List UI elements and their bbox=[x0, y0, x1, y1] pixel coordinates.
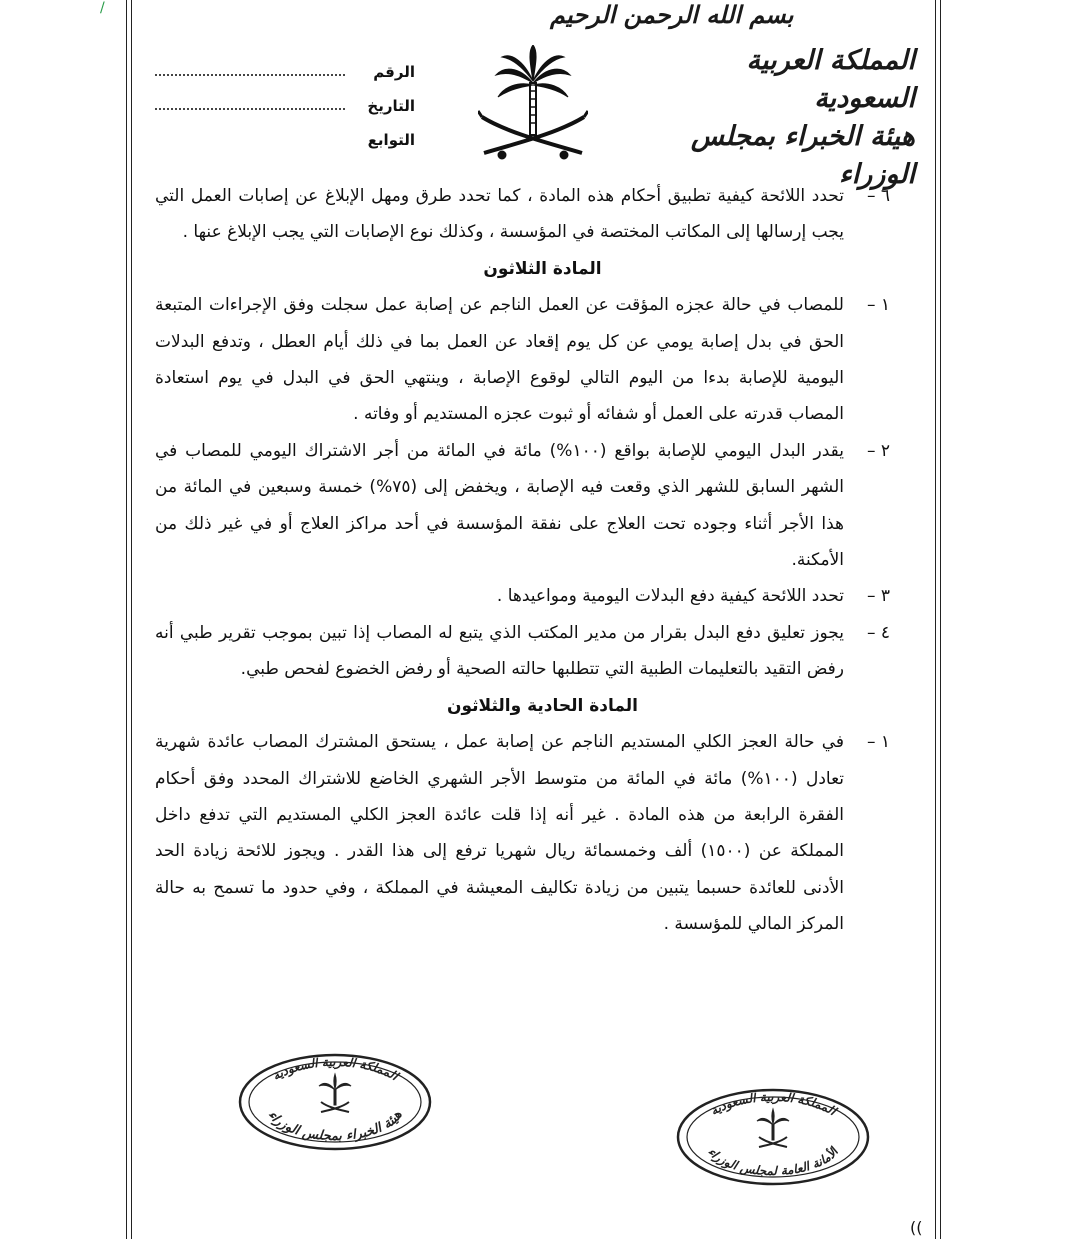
seal-right-top-text: المملكة العربية السعودية bbox=[707, 1089, 839, 1119]
clause-text: في حالة العجز الكلي المستديم الناجم عن إصابة عمل ، يستحق المشترك المصاب عائدة شهرية تعادل (١٠٠%) مائة في المائة من متوسط الأجر الشهري الخاضع للاشتراك المحدد وفق أحكام الفقرة الرابعة من هذه المادة . غير أنه إذا قلت عائدة العجز الكلي المستديم التي تدفع داخل المملكة عن (١٥٠٠) ألف وخمسمائة ريال شهريا ترفع إلى هذا القدر . ويجوز للائحة زيادة الحد الأدنى للعائدة حسبما يتبين من زيادة تكاليف المعيشة في المملكة ، وفي حدود ما تسمح به حالة المركز المالي للمؤسسة . bbox=[155, 732, 845, 935]
seal-right-bottom-text: الأمانة العامة لمجلس الوزراء bbox=[705, 1145, 841, 1179]
ref-row-date bbox=[155, 89, 415, 123]
page-border-right bbox=[935, 0, 941, 1239]
clause-number: ٦ – bbox=[866, 186, 890, 206]
clause-number: ١ – bbox=[866, 732, 890, 753]
ref-line-date bbox=[155, 108, 345, 110]
clause-text: تحدد اللائحة كيفية دفع البدلات اليومية ومواعيدها . bbox=[496, 586, 844, 607]
clause-number: ٢ – bbox=[866, 440, 890, 461]
letterhead bbox=[675, 42, 915, 194]
clause-number: ٤ – bbox=[866, 622, 890, 643]
basmala: بسم الله الرحمن الرحيم bbox=[550, 0, 794, 29]
clause-number: ١ – bbox=[866, 295, 890, 316]
letterhead-country: المملكة العربية السعودية bbox=[746, 45, 915, 114]
svg-text:الأمانة العامة لمجلس الوزراء bbox=[705, 1144, 842, 1178]
palm-swords-emblem-icon bbox=[478, 45, 588, 165]
clause-4-art30 bbox=[155, 615, 890, 688]
clause-text: يقدر البدل اليومي للإصابة بواقع (١٠٠%) مائة في المائة من أجر الاشتراك اليومي للمصاب في الشهر السابق للشهر الذي وقعت فيه الإصابة ، ويخفض إلى (٧٥%) خمسة وسبعين في المائة من هذا الأجر أثناء وجوده تحت العلاج على نفقة المؤسسة في أحد مراكز العلاج أو في غير ذلك من الأمكنة. bbox=[155, 440, 844, 571]
page-footer-mark: (( bbox=[910, 1218, 923, 1237]
ref-label-number: الرقم bbox=[373, 63, 415, 81]
ref-row-attachments bbox=[155, 123, 415, 157]
clause-text: للمصاب في حالة عجزه المؤقت عن العمل الناجم عن إصابة عمل سجلت وفق الإجراءات المتبعة الحق في بدل إصابة يومي عن كل يوم إقعاد عن العمل بما في ذلك أيام العطل ، وتدفع البدلات اليومية للإصابة بدءا من اليوم التالي لوقوع الإصابة ، وينتهي الحق في البدل في يوم استعادة المصاب قدرته على العمل أو شفائه أو ثبوت عجزه المستديم أو وفاته . bbox=[155, 295, 844, 425]
clause-2-art30 bbox=[155, 433, 890, 579]
clause-text: يجوز تعليق دفع البدل بقرار من مدير المكتب الذي يتبع له المصاب إذا تبين بموجب تقرير طبي أنه رفض التقيد بالتعليمات الطبية التي تتطلبها حالته الصحية أو رفض الخضوع لفحص طبي. bbox=[155, 622, 844, 680]
seal-left-bottom-text: هيئة الخبراء بمجلس الوزراء bbox=[264, 1108, 406, 1145]
article-31-heading: المادة الحادية والثلاثون bbox=[446, 695, 639, 716]
page-border-left bbox=[126, 0, 132, 1239]
cabinet-secretariat-seal-icon bbox=[675, 1087, 871, 1187]
svg-text:هيئة الخبراء بمجلس الوزراء bbox=[265, 1108, 406, 1144]
seal-left-top-text: المملكة العربية السعودية bbox=[269, 1054, 401, 1084]
clause-1-art31 bbox=[155, 724, 890, 942]
experts-commission-seal-icon bbox=[237, 1052, 433, 1152]
corner-mark: / bbox=[100, 0, 105, 16]
clause-3-art30 bbox=[155, 578, 890, 614]
letterhead-authority: هيئة الخبراء بمجلس الوزراء bbox=[690, 121, 915, 190]
clause-number: ٣ – bbox=[866, 586, 890, 607]
article-30-heading: المادة الثلاثون bbox=[483, 258, 602, 279]
clause-1-art30 bbox=[155, 287, 890, 433]
ref-label-attachments: التوابع bbox=[367, 131, 415, 149]
document-body bbox=[155, 178, 890, 943]
ref-line-number bbox=[155, 74, 345, 76]
document-header bbox=[140, 0, 930, 190]
clause-6-art29 bbox=[155, 178, 890, 251]
ref-row-number bbox=[155, 55, 415, 89]
reference-fields bbox=[155, 55, 415, 157]
clause-text: تحدد اللائحة كيفية تطبيق أحكام هذه المادة ، كما تحدد طرق ومهل الإبلاغ عن إصابات العمل التي يجب إرسالها إلى المكاتب المختصة في المؤسسة ، وكذلك نوع الإصابات التي يجب الإبلاغ عنها . bbox=[155, 186, 844, 243]
ref-label-date: التاريخ bbox=[367, 97, 415, 115]
